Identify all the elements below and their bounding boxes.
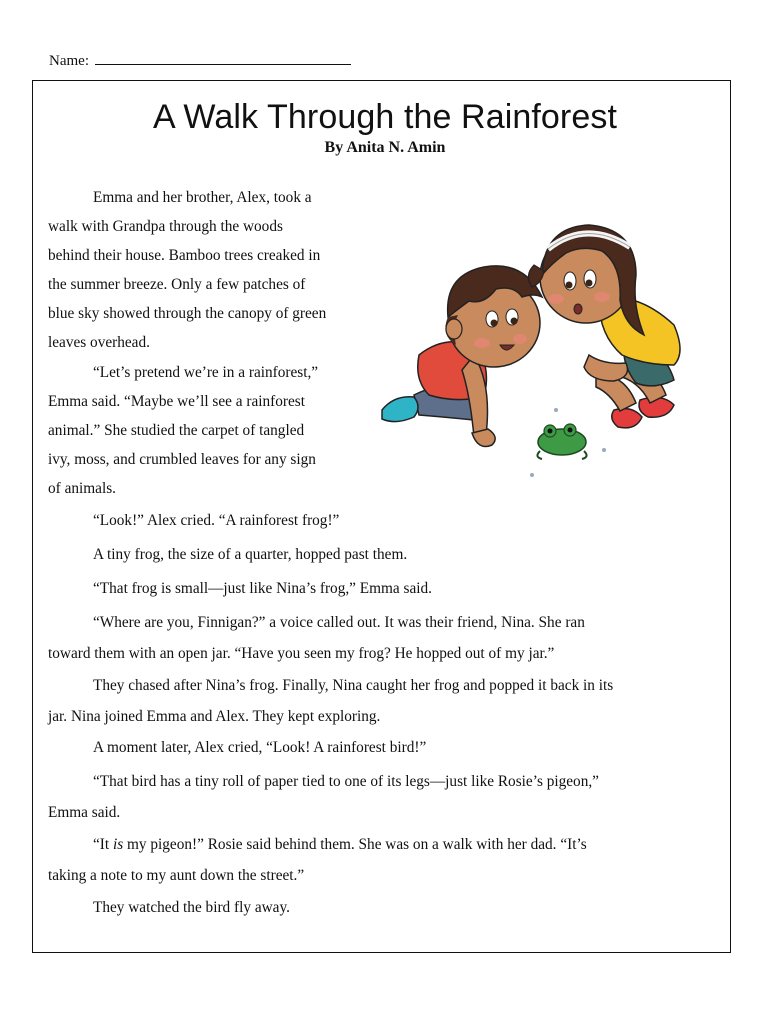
name-blank-line: [95, 50, 351, 65]
name-label: Name:: [49, 53, 89, 69]
story-line: blue sky showed through the canopy of green: [48, 305, 327, 322]
story-line: Emma and her brother, Alex, took a: [93, 189, 312, 206]
story-line: leaves overhead.: [48, 334, 150, 351]
children-and-frog-illustration: [374, 205, 704, 480]
story-line-prefix: “It: [93, 836, 110, 853]
story-byline: By Anita N. Amin: [324, 139, 446, 156]
story-title: A Walk Through the Rainforest: [152, 98, 618, 136]
story-line: taking a note to my aunt down the street.”: [48, 867, 305, 884]
story-line: A moment later, Alex cried, “Look! A rainforest bird!”: [93, 739, 427, 756]
story-line-with-italic: [93, 836, 587, 854]
story-line: “That frog is small—just like Nina’s frog,” Emma said.: [93, 580, 433, 597]
story-line: animal.” She studied the carpet of tangled: [48, 422, 305, 439]
name-field: [49, 50, 351, 70]
story-line: jar. Nina joined Emma and Alex. They kept exploring.: [48, 708, 381, 725]
story-italic-word: is: [112, 836, 124, 853]
story-line: Emma said. “Maybe we’ll see a rainforest: [48, 393, 305, 410]
story-line: ivy, moss, and crumbled leaves for any sign: [48, 451, 316, 468]
frog-icon: [530, 408, 606, 477]
story-line: “Where are you, Finnigan?” a voice called out. It was their friend, Nina. She ran: [93, 614, 585, 631]
story-line: toward them with an open jar. “Have you seen my frog? He hopped out of my jar.”: [48, 645, 555, 662]
story-line: the summer breeze. Only a few patches of: [48, 276, 306, 293]
story-line: A tiny frog, the size of a quarter, hopped past them.: [93, 546, 408, 563]
story-line: They chased after Nina’s frog. Finally, Nina caught her frog and popped it back in its: [93, 677, 614, 694]
story-line: walk with Grandpa through the woods: [48, 218, 283, 235]
story-line-rest: my pigeon!” Rosie said behind them. She was on a walk with her dad. “It’s: [127, 836, 587, 853]
story-line: of animals.: [48, 480, 116, 497]
story-line: “That bird has a tiny roll of paper tied to one of its legs—just like Rosie’s pigeon,”: [93, 773, 599, 790]
story-line: “Look!” Alex cried. “A rainforest frog!”: [93, 512, 340, 529]
boy-figure: [382, 266, 542, 447]
story-line: Emma said.: [48, 804, 121, 821]
story-line: “Let’s pretend we’re in a rainforest,”: [93, 364, 319, 381]
story-line: They watched the bird fly away.: [93, 899, 290, 916]
story-line: behind their house. Bamboo trees creaked in: [48, 247, 321, 264]
girl-figure: [528, 225, 680, 428]
